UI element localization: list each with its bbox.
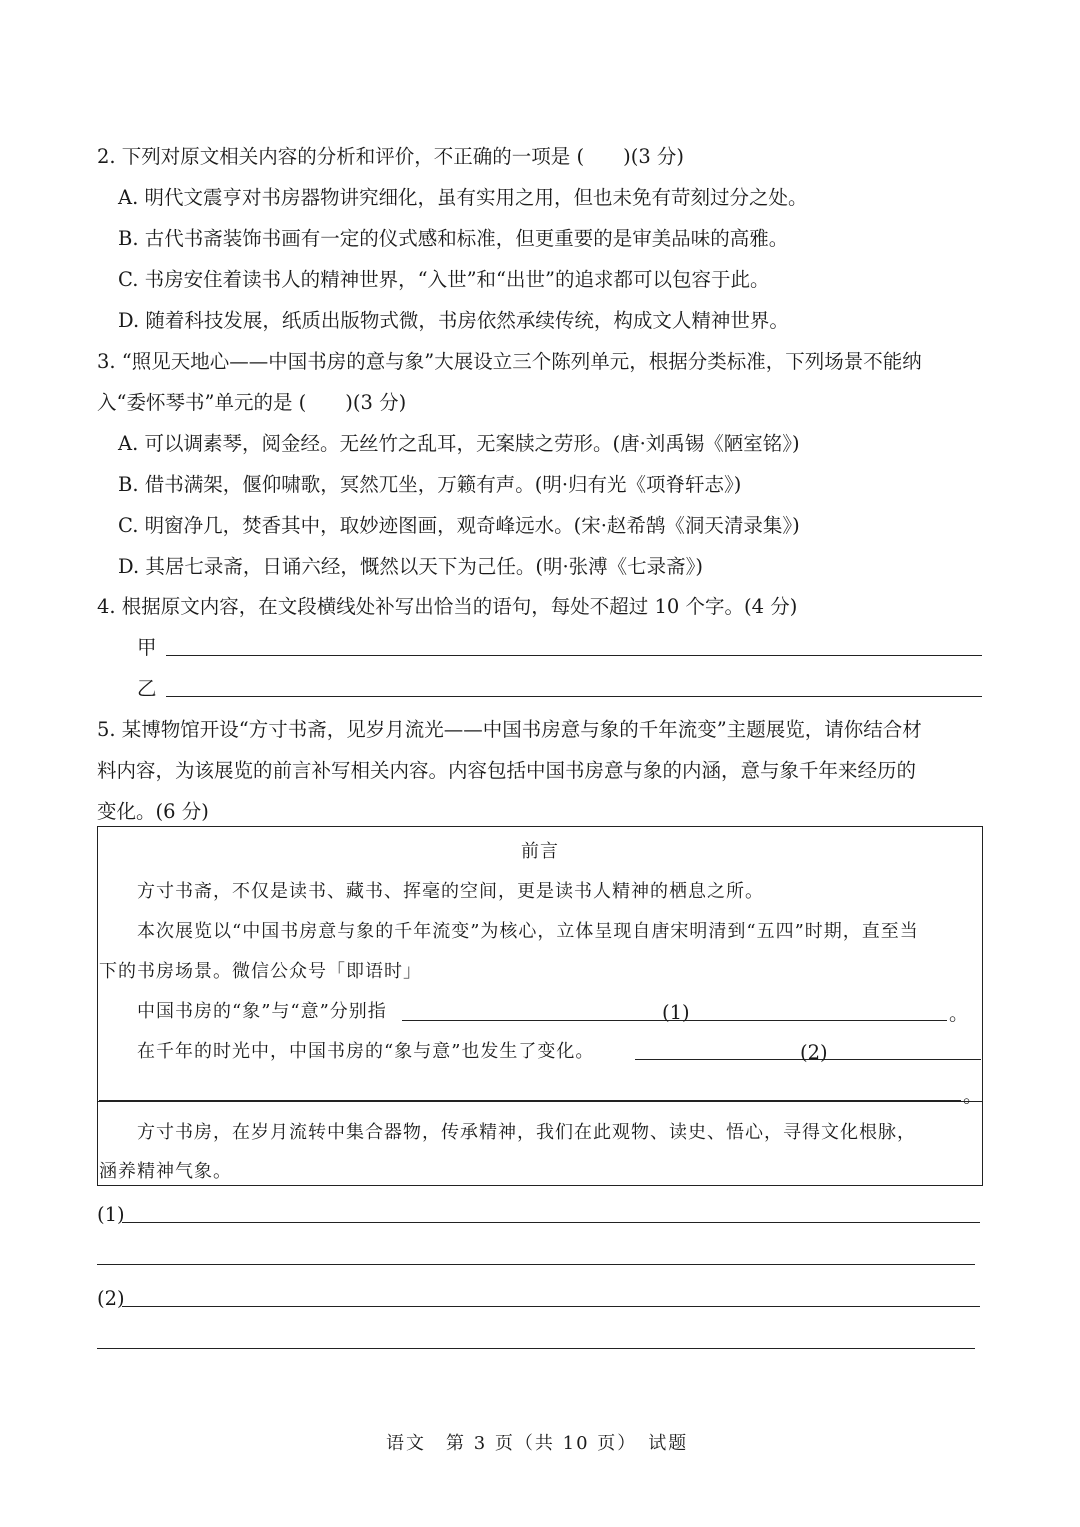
q5-answer2-line2[interactable]: [97, 1348, 975, 1349]
q5-answer1-label: (1): [97, 1203, 125, 1226]
q2-stem: 2. 下列对原文相关内容的分析和评价，不正确的一项是 ( )(3 分): [97, 145, 685, 168]
page-footer: 语文 第 3 页（共 10 页） 试题: [386, 1433, 689, 1454]
preface-p3-prefix: 中国书房的“象”与“意”分别指: [137, 1001, 387, 1022]
preface-divider: [97, 1101, 983, 1102]
preface-p5-line1: 方寸书房，在岁月流转中集合器物，传承精神，我们在此观物、读史、悟心，寻得文化根脉，: [137, 1122, 916, 1143]
preface-p4-prefix: 在千年的时光中，中国书房的“象与意”也发生了变化。: [137, 1041, 595, 1062]
q3-option-a: A. 可以调素琴，阅金经。无丝竹之乱耳，无案牍之劳形。(唐·刘禹锡《陋室铭》): [118, 432, 800, 455]
q4-label-yi: 乙: [137, 677, 157, 700]
q3-stem-line2: 入“委怀琴书”单元的是 ( )(3 分): [97, 391, 407, 414]
q2-option-a: A. 明代文震亨对书房器物讲究细化，虽有实用之用，但也未免有苛刻过分之处。: [118, 186, 808, 209]
q5-answer1-line1[interactable]: [122, 1222, 980, 1223]
q5-answer2-line1[interactable]: [122, 1306, 980, 1307]
preface-period1: 。: [949, 1002, 969, 1025]
preface-blank1-label: (1): [662, 1001, 690, 1024]
preface-p2-line2: 下的书房场景。微信公众号「即语时」: [99, 961, 422, 982]
q2-option-d: D. 随着科技发展，纸质出版物式微，书房依然承续传统，构成文人精神世界。: [118, 309, 789, 332]
preface-blank2-label: (2): [800, 1041, 828, 1064]
q3-option-d: D. 其居七录斋，日诵六经，慨然以天下为己任。(明·张溥《七录斋》): [118, 555, 704, 578]
q5-stem-line1: 5. 某博物馆开设“方寸书斋，见岁月流光——中国书房意与象的千年流变”主题展览，请你结合材: [97, 718, 922, 741]
q2-option-b: B. 古代书斋装饰书画有一定的仪式感和标准，但更重要的是审美品味的高雅。: [118, 227, 789, 250]
preface-p2-line1: 本次展览以“中国书房意与象的千年流变”为核心，立体呈现自唐宋明清到“五四”时期，直至当: [137, 921, 919, 942]
preface-period2: 。: [963, 1084, 983, 1107]
q3-option-b: B. 借书满架，偃仰啸歌，冥然兀坐，万籁有声。(明·归有光《项脊轩志》): [118, 473, 742, 496]
q4-answer-line-yi[interactable]: [166, 696, 982, 697]
q4-label-jia: 甲: [137, 636, 157, 659]
q4-stem: 4. 根据原文内容，在文段横线处补写出恰当的语句，每处不超过 10 个字。(4 分): [97, 595, 798, 618]
preface-title: 前言: [521, 841, 559, 862]
q5-answer2-label: (2): [97, 1287, 125, 1310]
q3-stem-line1: 3. “照见天地心——中国书房的意与象”大展设立三个陈列单元，根据分类标准，下列场景不能纳: [97, 350, 922, 373]
preface-p1: 方寸书斋，不仅是读书、藏书、挥毫的空间，更是读书人精神的栖息之所。: [137, 881, 764, 902]
q5-answer1-line2[interactable]: [97, 1264, 975, 1265]
q4-answer-line-jia[interactable]: [166, 655, 982, 656]
q3-option-c: C. 明窗净几，焚香其中，取妙迹图画，观奇峰远水。(宋·赵希鹄《洞天清录集》): [118, 514, 800, 537]
q2-option-c: C. 书房安住着读书人的精神世界，“入世”和“出世”的追求都可以包容于此。: [118, 268, 770, 291]
q5-stem-line3: 变化。(6 分): [97, 800, 209, 823]
preface-p5-line2: 涵养精神气象。: [99, 1161, 232, 1182]
q5-stem-line2: 料内容，为该展览的前言补写相关内容。内容包括中国书房意与象的内涵，意与象千年来经历的: [97, 759, 917, 782]
